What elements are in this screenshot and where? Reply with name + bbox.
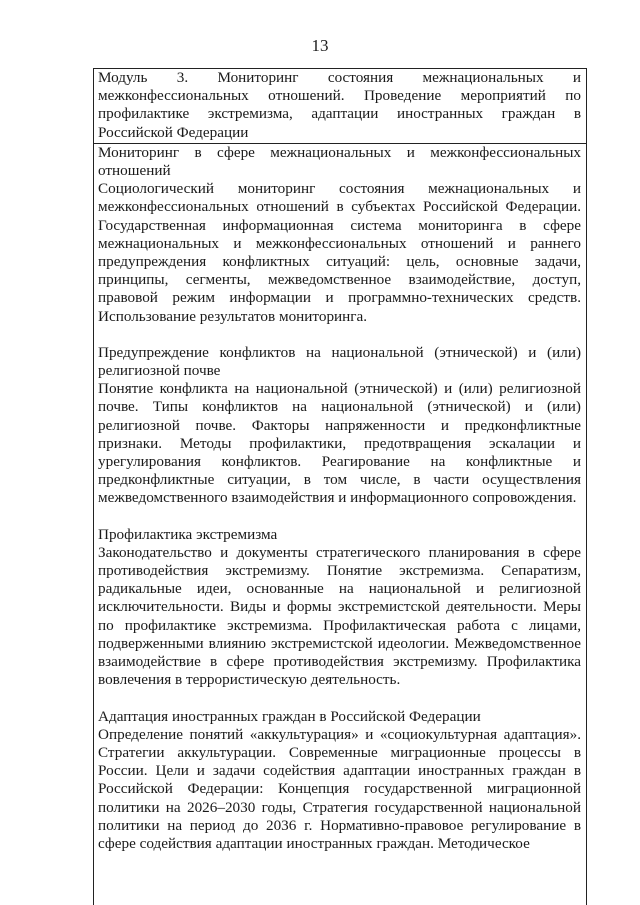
section-extremism-prevention bbox=[98, 526, 581, 690]
module-title: Модуль 3. Мониторинг состояния межнациональных и межконфессиональных отношений. Проведение мероприятий по профилактике экстремизма, адаптации иностранных граждан в Российской Федерации bbox=[98, 69, 581, 141]
section-monitoring bbox=[98, 144, 581, 326]
curriculum-table bbox=[93, 68, 587, 905]
section-foreigner-adaptation bbox=[98, 708, 581, 854]
section-body: Понятие конфликта на национальной (этнической) и (или) религиозной почве. Типы конфликтов на национальной (этнической) и (или) религиозной почве. Факторы напряженности и предконфликтные признаки. Методы профилактики, предотвращения эскалации и урегулирования конфликтов. Реагирование на конфликтные и предконфликтные ситуации, в том числе, в части осуществления межведомственного взаимодействия и информационного сопровождения. bbox=[98, 380, 581, 507]
module-content-cell bbox=[94, 144, 586, 853]
section-heading: Мониторинг в сфере межнациональных и межконфессиональных отношений bbox=[98, 143, 581, 180]
section-body: Законодательство и документы стратегического планирования в сфере противодействия экстремизму. Понятие экстремизма. Сепаратизм, радикальные идеи, основанные на национальной и религиозной исключительности. Виды и формы экстремистской деятельности. Меры по профилактике экстремизма. Профилактическая работа с лицами, подверженными влиянию экстремистской идеологии. Межведомственное взаимодействие в сфере противодействия экстремизму. Профилактика вовлечения в террористическую деятельность. bbox=[98, 543, 581, 689]
section-heading: Предупреждение конфликтов на национальной (этнической) и (или) религиозной почве bbox=[98, 343, 581, 380]
module-header-cell bbox=[94, 68, 586, 144]
section-heading: Адаптация иностранных граждан в Российской Федерации bbox=[98, 707, 481, 725]
section-body: Определение понятий «аккультурация» и «социокультурная адаптация». Стратегии аккультурации. Современные миграционные процессы в России. Цели и задачи содействия адаптации иностранных граждан в Российской Федерации: Концепция государственной миграционной политики на 2026–2030 годы, Стратегия государственной национальной политики на период до 2036 г. Нормативно-правовое регулирование в сфере содействия адаптации иностранных граждан. Методическое bbox=[98, 725, 581, 852]
page-number: 13 bbox=[311, 36, 329, 55]
section-body: Социологический мониторинг состояния межнациональных и межконфессиональных отношений в субъектах Российской Федерации. Государственная информационная система мониторинга в сфере межнациональных и межконфессиональных отношений и раннего предупреждения конфликтных ситуаций: цель, основные задачи, принципы, сегменты, межведомственное взаимодействие, доступ, правовой режим информации и программно-технических средств. Использование результатов мониторинга. bbox=[98, 180, 581, 325]
section-conflict-prevention bbox=[98, 344, 581, 508]
section-heading: Профилактика экстремизма bbox=[98, 525, 278, 543]
